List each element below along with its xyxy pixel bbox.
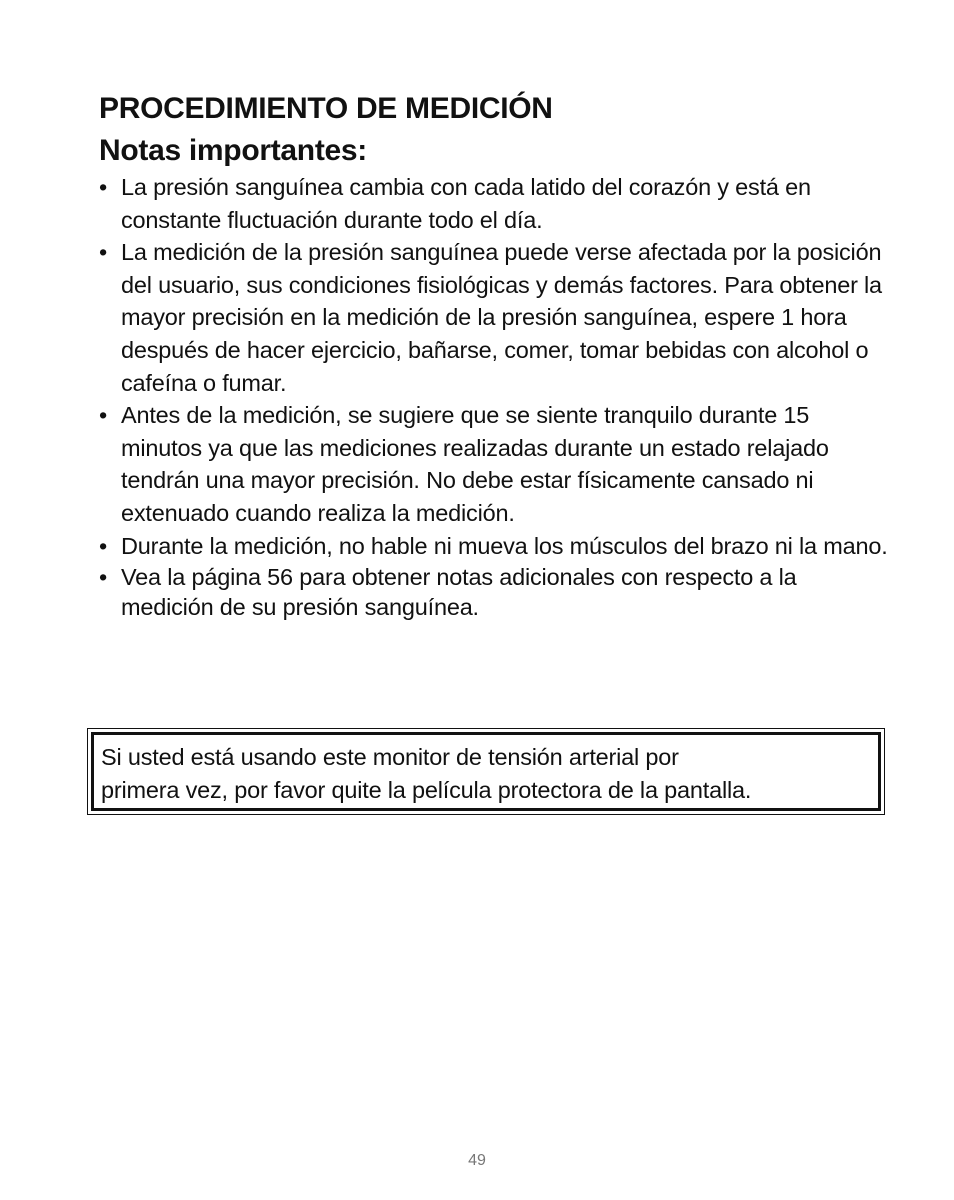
notice-frame [91,732,881,811]
section-heading: PROCEDIMIENTO DE MEDICIÓN [99,92,553,125]
list-item [99,236,889,399]
notes-subheading: Notas importantes: [99,134,367,167]
note-text: La medición de la presión sanguínea puede verse afectada por la posición del usuario, sus condiciones fisiológicas y demás factores. Para obtener la mayor precisión en la medición de la presión sanguínea, espere 1 hora después de hacer ejercicio, bañarse, comer, tomar bebidas con alcohol o cafeína o fumar. [121,239,882,396]
notice-line-2: primera vez, por favor quite la película protectora de la pantalla. [101,777,752,803]
notes-list [99,171,889,622]
list-item [99,171,889,236]
bullet-icon: • [99,174,108,200]
notice-box [87,728,885,815]
list-item [99,399,889,529]
note-text: La presión sanguínea cambia con cada latido del corazón y está en constante fluctuación durante todo el día. [121,174,811,233]
bullet-icon: • [99,532,108,559]
bullet-icon: • [99,239,108,266]
notice-line-1: Si usted está usando este monitor de tensión arterial por [101,744,679,770]
list-item [99,562,889,622]
bullet-icon: • [99,564,108,591]
note-text: Vea la página 56 para obtener notas adicionales con respecto a la medición de su presión sanguínea. [121,564,797,621]
list-item [99,530,889,563]
note-text: Antes de la medición, se sugiere que se siente tranquilo durante 15 minutos ya que las mediciones realizadas durante un estado relajado tendrán una mayor precisión. No debe estar físicamente cansado ni extenuado cuando realiza la medición. [121,402,829,526]
page-number: 49 [468,1152,486,1169]
note-text: Durante la medición, no hable ni mueva los músculos del brazo ni la mano. [121,532,888,559]
bullet-icon: • [99,402,108,429]
